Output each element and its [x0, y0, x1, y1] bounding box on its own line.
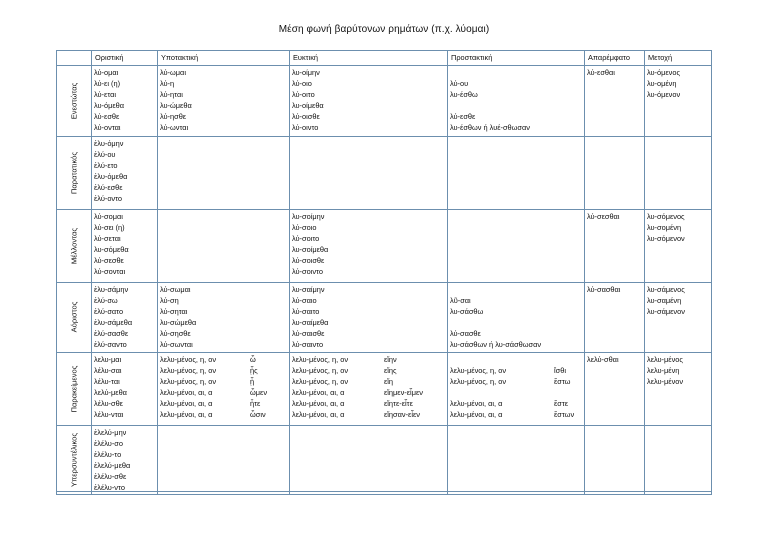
- auxiliary-part: ὦσιν: [250, 410, 266, 420]
- verb-form: λύ-ομαι: [94, 68, 119, 77]
- participle-part: λελυ-μένοι, αι, α: [160, 398, 213, 408]
- verb-form: λύ-εσθε: [450, 112, 476, 122]
- verb-form: λύ-οισθε: [292, 112, 320, 122]
- header-infinitive: Απαρέμφατο: [585, 51, 645, 66]
- form-pair: [450, 409, 582, 420]
- verb-form: ἐλελύ-μεθα: [94, 460, 131, 470]
- form-pair: [160, 365, 287, 376]
- participle-part: λελυ-μένος, η, ον: [160, 376, 217, 386]
- subjunctive-cell: [158, 352, 290, 425]
- form-pair: [160, 354, 287, 365]
- verb-form: λυ-σαμένη: [647, 296, 682, 306]
- verb-form: ἐλυ-σάμην: [94, 285, 129, 294]
- imperative-cell: [448, 425, 585, 495]
- verb-form: λυ-όμενος: [647, 68, 681, 77]
- bottom-rule: [56, 491, 711, 492]
- verb-form: λύ-η: [160, 79, 175, 89]
- form-pair: [292, 354, 445, 365]
- verb-form: [450, 67, 582, 78]
- form-pair: [450, 365, 582, 376]
- verb-form: λυ-σώμεθα: [160, 318, 197, 328]
- verb-form: λυ-όμενον: [647, 90, 681, 100]
- infinitive-cell: [585, 66, 645, 137]
- verb-form: ἐλέλυ-σθε: [94, 471, 127, 481]
- verb-form: λύ-σεται: [94, 234, 121, 244]
- verb-form: λελύ-μεθα: [94, 387, 127, 397]
- auxiliary-part: ἔστω: [554, 376, 571, 386]
- tense-row: [57, 210, 712, 283]
- subjunctive-cell: [158, 137, 290, 210]
- participle-part: λελυ-μένος, η, ον: [160, 354, 217, 364]
- verb-form: λυ-σάσθων ή λυ-σάσθωσαν: [450, 340, 542, 350]
- auxiliary-part: εἴητε-εἶτε: [384, 398, 413, 408]
- infinitive-cell: [585, 425, 645, 495]
- verb-form: λυ-σοίμεθα: [292, 245, 329, 255]
- tense-label-cell: [57, 137, 92, 210]
- verb-form: [450, 317, 582, 328]
- subjunctive-cell: [158, 210, 290, 283]
- verb-form: λύ-ωμαι: [160, 68, 186, 77]
- page-title: Μέση φωνή βαρύτονων ρημάτων (π.χ. λύομαι): [278, 24, 490, 35]
- participle-cell: [645, 210, 712, 283]
- participle-part: λελυ-μένος, η, ον: [450, 365, 507, 375]
- participle-part: λελυ-μένοι, αι, α: [450, 398, 503, 408]
- subjunctive-cell: [158, 283, 290, 353]
- imperative-cell: [448, 352, 585, 425]
- auxiliary-part: ἔστε: [554, 398, 569, 408]
- verb-form: ἐλύ-σατο: [94, 307, 124, 317]
- verb-form: ἐλύ-ου: [94, 150, 116, 160]
- participle-part: λελυ-μένοι, αι, α: [160, 387, 213, 397]
- optative-cell: [290, 425, 448, 495]
- verb-form: ἐλυ-όμεθα: [94, 172, 128, 182]
- verb-form: λυ-σαίμην: [292, 285, 325, 294]
- form-pair: [450, 398, 582, 409]
- auxiliary-part: εἴησαν-εἶεν: [384, 410, 420, 420]
- verb-form: ἐλέλυ-το: [94, 449, 122, 459]
- auxiliary-part: εἴης: [384, 365, 397, 375]
- form-pair: [292, 387, 445, 398]
- verb-form: λυ-όμεθα: [94, 101, 125, 111]
- infinitive-cell: [585, 283, 645, 353]
- participle-cell: [645, 283, 712, 353]
- verb-form: λύ-οιντο: [292, 123, 319, 133]
- auxiliary-part: ᾖς: [250, 365, 258, 375]
- header-imperative: Προστακτική: [448, 51, 585, 66]
- verb-form: λῦ-σαι: [450, 296, 471, 306]
- infinitive-cell: [585, 137, 645, 210]
- auxiliary-part: [554, 387, 582, 398]
- verb-form: λύ-σομαι: [94, 212, 123, 221]
- verb-form: λύ-οιο: [292, 79, 312, 89]
- verb-form: ἐλύ-σασθε: [94, 329, 129, 339]
- auxiliary-part: ᾖ: [250, 376, 255, 386]
- verb-form: ἐλελύ-μην: [94, 427, 127, 437]
- verb-form: λύ-ονται: [94, 123, 121, 133]
- form-pair: [292, 409, 445, 420]
- auxiliary-part: εἴην: [384, 354, 397, 364]
- tense-label: Παρατατικός: [69, 151, 79, 195]
- participle-part: [450, 387, 554, 398]
- participle-part: λελυ-μένοι, αι, α: [160, 410, 213, 420]
- verb-form: λυ-έσθω: [450, 90, 478, 100]
- auxiliary-part: ὦ: [250, 354, 256, 364]
- form-pair: [450, 387, 582, 398]
- tense-label-cell: [57, 425, 92, 495]
- verb-form: ἐλέλυ-σο: [94, 438, 123, 448]
- conjugation-table: [56, 50, 712, 495]
- verb-form: λύ-εται: [94, 90, 117, 100]
- auxiliary-part: εἴη: [384, 376, 394, 386]
- verb-form: λύ-σαιο: [292, 296, 317, 306]
- verb-form: ἐλυ-σάμεθα: [94, 318, 133, 328]
- participle-part: λελυ-μένος, η, ον: [292, 354, 349, 364]
- tense-row: [57, 137, 712, 210]
- participle-cell: [645, 425, 712, 495]
- verb-form: λυ-σόμενον: [647, 234, 685, 244]
- verb-form: λύ-σησθε: [160, 329, 191, 339]
- verb-form: [450, 100, 582, 111]
- participle-part: λελυ-μένος, η, ον: [160, 365, 217, 375]
- indicative-cell: [92, 66, 158, 137]
- tense-row: [57, 283, 712, 353]
- indicative-cell: [92, 425, 158, 495]
- verb-form: ἐλέλυ-ντο: [94, 483, 125, 493]
- verb-form: λυ-σάσθω: [450, 307, 484, 317]
- verb-form: λύ-σοισθε: [292, 256, 325, 266]
- verb-form: ἐλύ-οντο: [94, 194, 123, 204]
- verb-form: λέλυ-νται: [94, 410, 124, 420]
- verb-form: λύ-οιτο: [292, 90, 315, 100]
- tense-label: Μέλλοντας: [69, 227, 79, 265]
- participle-part: λελυ-μένος, η, ον: [450, 376, 507, 386]
- form-pair: [450, 376, 582, 387]
- infinitive-cell: [585, 352, 645, 425]
- verb-form: λύ-σαιτο: [292, 307, 320, 317]
- verb-form: λυ-σάμενον: [647, 307, 685, 317]
- verb-form: λύ-σασθε: [450, 329, 481, 339]
- verb-form: ἐλύ-σω: [94, 296, 118, 306]
- tense-label: Αόριστος: [69, 301, 79, 333]
- tense-label-cell: [57, 352, 92, 425]
- infinitive-cell: [585, 210, 645, 283]
- verb-form: λύ-ησθε: [160, 112, 187, 122]
- form-pair: [160, 409, 287, 420]
- participle-part: λελυ-μένοι, αι, α: [292, 398, 345, 408]
- verb-form: ἐλύ-ετο: [94, 161, 118, 171]
- header-subjunctive: Υποτακτική: [158, 51, 290, 66]
- verb-form: λελύ-σθαι: [587, 354, 619, 364]
- verb-form: λύ-σασθαι: [587, 285, 621, 294]
- verb-form: λύ-εσθε: [94, 112, 120, 122]
- tense-label-cell: [57, 283, 92, 353]
- form-pair: [292, 376, 445, 387]
- tense-row: [57, 425, 712, 495]
- auxiliary-part: ἦτε: [250, 398, 261, 408]
- verb-form: ἐλύ-σαντο: [94, 340, 127, 350]
- verb-form: λύ-σεσθαι: [587, 212, 620, 221]
- tense-row: [57, 352, 712, 425]
- tense-label: Ενεστώτας: [69, 82, 79, 120]
- form-pair: [292, 398, 445, 409]
- verb-form: λύ-ωνται: [160, 123, 189, 133]
- verb-form: λυ-σάμενος: [647, 285, 685, 294]
- verb-form: ἐλυ-όμην: [94, 139, 124, 148]
- verb-form: λύ-ει (η): [94, 79, 121, 89]
- participle-part: λελυ-μένοι, αι, α: [292, 387, 345, 397]
- auxiliary-part: ἴσθι: [554, 365, 566, 375]
- auxiliary-part: [554, 354, 582, 365]
- verb-form: λυ-οίμην: [292, 68, 320, 77]
- imperative-cell: [448, 137, 585, 210]
- verb-form: λελυ-μένον: [647, 376, 684, 386]
- imperative-cell: [448, 66, 585, 137]
- verb-form: [450, 284, 582, 295]
- tense-label: Παρακείμενος: [69, 365, 79, 413]
- verb-form: λυ-σοίμην: [292, 212, 325, 221]
- participle-part: [450, 354, 554, 365]
- verb-form: λυ-ώμεθα: [160, 101, 192, 111]
- participle-part: λελυ-μένοι, αι, α: [292, 410, 345, 420]
- verb-form: λέλυ-σθε: [94, 398, 123, 408]
- optative-cell: [290, 137, 448, 210]
- optative-cell: [290, 283, 448, 353]
- verb-form: λύ-σεσθε: [94, 256, 124, 266]
- verb-form: λέλυ-ται: [94, 376, 120, 386]
- verb-form: λύ-σαιντο: [292, 340, 324, 350]
- form-pair: [160, 398, 287, 409]
- tense-label: Υπερσυντέλικος: [69, 432, 79, 487]
- header-participle: Μετοχή: [645, 51, 712, 66]
- verb-form: λύ-σοιντο: [292, 267, 323, 277]
- verb-form: λυ-ομένη: [647, 79, 677, 89]
- verb-form: λυ-οίμεθα: [292, 101, 324, 111]
- indicative-cell: [92, 210, 158, 283]
- verb-form: λελυ-μένη: [647, 365, 680, 375]
- verb-form: λυ-έσθων ή λυέ-σθωσαν: [450, 123, 530, 133]
- tense-label-cell: [57, 66, 92, 137]
- verb-form: λύ-σαισθε: [292, 329, 325, 339]
- verb-form: λύ-σοιτο: [292, 234, 320, 244]
- verb-form: λύ-σηται: [160, 307, 188, 317]
- verb-form: λέλυ-σαι: [94, 365, 122, 375]
- verb-form: λυ-σομένη: [647, 223, 682, 233]
- verb-form: λύ-εσθαι: [587, 68, 615, 77]
- optative-cell: [290, 66, 448, 137]
- verb-form: λύ-ση: [160, 296, 179, 306]
- header-optative: Ευκτική: [290, 51, 448, 66]
- form-pair: [292, 365, 445, 376]
- participle-cell: [645, 137, 712, 210]
- auxiliary-part: ἔστων: [554, 410, 575, 420]
- participle-cell: [645, 352, 712, 425]
- header-corner: [57, 51, 92, 66]
- participle-part: λελυ-μένος, η, ον: [292, 376, 349, 386]
- verb-form: λελυ-μαι: [94, 354, 122, 364]
- verb-form: λύ-σοιο: [292, 223, 317, 233]
- form-pair: [160, 376, 287, 387]
- auxiliary-part: εἴημεν-εἶμεν: [384, 387, 423, 397]
- verb-form: λύ-σωμαι: [160, 285, 191, 294]
- verb-form: λελυ-μένος: [647, 354, 683, 364]
- verb-form: λύ-ηται: [160, 90, 183, 100]
- verb-form: λυ-σόμενος: [647, 212, 685, 221]
- indicative-cell: [92, 283, 158, 353]
- indicative-cell: [92, 352, 158, 425]
- verb-form: λύ-σει (η): [94, 223, 125, 233]
- verb-form: λύ-σονται: [94, 267, 126, 277]
- imperative-cell: [448, 210, 585, 283]
- header-row: [57, 51, 712, 66]
- verb-form: λύ-ου: [450, 79, 469, 89]
- participle-part: λελυ-μένος, η, ον: [292, 365, 349, 375]
- verb-form: λυ-σαίμεθα: [292, 318, 329, 328]
- subjunctive-cell: [158, 66, 290, 137]
- participle-part: λελυ-μένοι, αι, α: [450, 410, 503, 420]
- optative-cell: [290, 210, 448, 283]
- optative-cell: [290, 352, 448, 425]
- header-indicative: Οριστική: [92, 51, 158, 66]
- tense-label-cell: [57, 210, 92, 283]
- auxiliary-part: ὦμεν: [250, 387, 268, 397]
- indicative-cell: [92, 137, 158, 210]
- imperative-cell: [448, 283, 585, 353]
- verb-form: ἐλύ-εσθε: [94, 183, 123, 193]
- tense-row: [57, 66, 712, 137]
- subjunctive-cell: [158, 425, 290, 495]
- verb-form: λυ-σόμεθα: [94, 245, 129, 255]
- form-pair: [450, 354, 582, 365]
- verb-form: λύ-σωνται: [160, 340, 193, 350]
- participle-cell: [645, 66, 712, 137]
- form-pair: [160, 387, 287, 398]
